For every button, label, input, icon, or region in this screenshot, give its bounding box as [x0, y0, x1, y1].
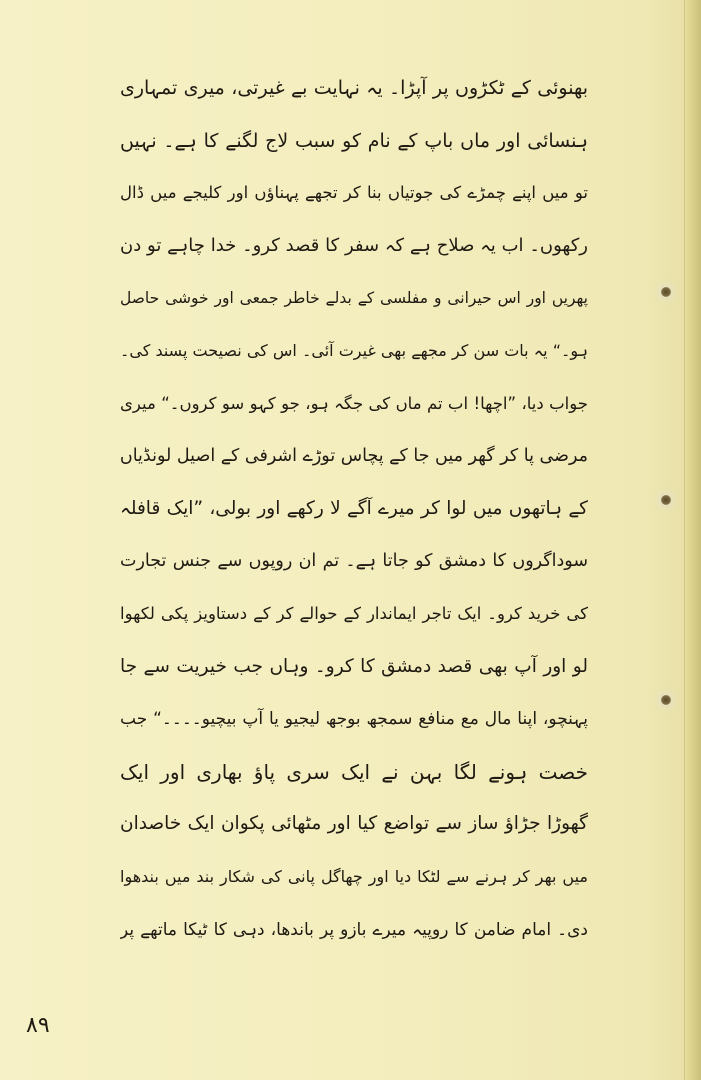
text-line: کی خرید کرو۔ ایک تاجر ایماندار کے حوالے کر کے دستاویز پکی لکھوا — [120, 603, 588, 623]
text-line: کے ہاتھوں میں لوا کر میرے آگے لا رکھے اور بولی، ”ایک قافلہ — [120, 497, 588, 519]
page-binding-edge — [684, 0, 701, 1080]
binding-hole — [661, 695, 671, 705]
text-line: میں بھر کر ہرنے سے لٹکا دیا اور چھاگل پانی کی شکار بند میں بندھوا — [120, 866, 588, 886]
text-line: دی۔ امام ضامن کا روپیہ میرے بازو پر باندھا، دہی کا ٹیکا ماتھے پر — [120, 919, 588, 940]
text-line: رکھوں۔ اب یہ صلاح ہے کہ سفر کا قصد کرو۔ خدا چاہے تو دن — [120, 234, 588, 256]
text-line: لو اور آپ بھی قصد دمشق کا کرو۔ وہاں جب خیریت سے جا — [120, 655, 588, 677]
text-line: سوداگروں کا دمشق کو جاتا ہے۔ تم ان روپوں سے جنس تجارت — [120, 551, 588, 572]
text-line: گھوڑا جڑاؤ ساز سے تواضع کیا اور مٹھائی پکوان ایک خاصدان — [120, 813, 588, 835]
text-line: پہنچو، اپنا مال مع منافع سمجھ بوجھ لیجیو یا آپ بیچیو۔۔۔۔“ جب — [120, 709, 588, 730]
text-line: بھنوئی کے ٹکڑوں پر آپڑا۔ یہ نہایت بے غیرتی، میری تمہاری — [120, 77, 588, 99]
text-line: پھریں اور اس حیرانی و مفلسی کے بدلے خاطر جمعی اور خوشی حاصل — [120, 289, 588, 308]
text-line: ہو۔“ یہ بات سن کر مجھے بھی غیرت آئی۔ اس کی نصیحت پسند کی۔ — [120, 340, 588, 360]
body-text — [120, 62, 588, 956]
text-line: ہنسائی اور ماں باپ کے نام کو سبب لاج لگنے کا ہے۔ نہیں — [120, 129, 588, 152]
page-number: ٨٩ — [26, 1013, 50, 1038]
text-line: خصت ہونے لگا بہن نے ایک سری پاؤ بھاری اور ایک — [120, 759, 588, 784]
binding-hole — [661, 495, 671, 505]
text-line: جواب دیا، ”اچھا! اب تم ماں کی جگہ ہو، جو کہو سو کروں۔“ میری — [120, 393, 588, 413]
binding-hole — [661, 287, 671, 297]
text-line: تو میں اپنے چمڑے کی جوتیاں بنا کر تجھے پہناؤں اور کلیجے میں ڈال — [120, 183, 588, 203]
text-line: مرضی پا کر گھر میں جا کے پچاس توڑے اشرفی کے اصیل لونڈیاں — [120, 446, 588, 467]
